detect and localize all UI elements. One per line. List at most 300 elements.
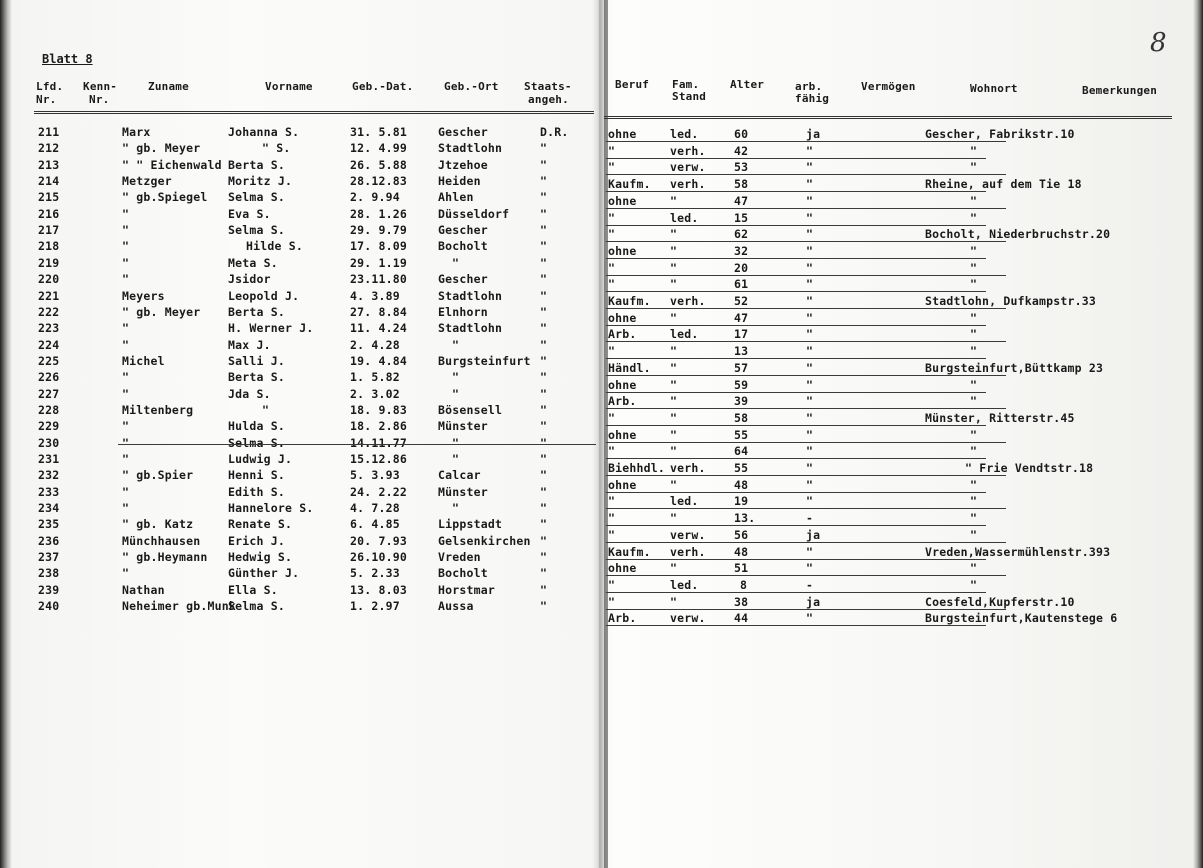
cell-nr: 239 <box>38 582 60 597</box>
cell-beruf: Arb. <box>608 327 637 342</box>
cell-dat: 23.11.80 <box>350 272 407 287</box>
row-rule <box>606 208 1006 209</box>
cell-fam: led. <box>670 210 699 225</box>
row-rule <box>606 508 1006 509</box>
cell-dat: 5. 2.33 <box>350 566 400 581</box>
cell-alter: 58 <box>734 410 749 425</box>
cell-beruf: ohne <box>608 193 637 208</box>
cell-dat: 18. 2.86 <box>350 419 407 434</box>
cell-nr: 227 <box>38 386 60 401</box>
cell-wohnort: Burgsteinfurt,Büttkamp 23 <box>925 360 1104 375</box>
cell-wohnort: " <box>970 193 978 208</box>
cell-zuname: " gb.Heymann <box>122 550 208 565</box>
cell-alter: 15 <box>734 210 749 225</box>
cell-dat: 17. 8.09 <box>350 239 407 254</box>
row-rule <box>606 141 1006 142</box>
cell-wohnort: Stadtlohn, Dufkampstr.33 <box>925 294 1096 308</box>
cell-wohnort: " <box>970 243 978 258</box>
cell-beruf: " <box>608 594 616 609</box>
cell-dat: 14.11.77 <box>350 435 407 450</box>
cell-vorname: Eva S. <box>228 206 271 221</box>
cell-beruf: Kaufm. <box>608 544 651 559</box>
cell-zuname: " <box>122 206 130 221</box>
cell-fam: led. <box>670 494 699 509</box>
cell-beruf: " <box>608 260 616 275</box>
cell-vorname: Selma S. <box>228 599 285 614</box>
cell-beruf: ohne <box>608 427 637 442</box>
cell-beruf: Arb. <box>608 611 637 626</box>
header-zuname: Zuname <box>148 80 189 93</box>
cell-wohnort: Burgsteinfurt,Kautenstege 6 <box>925 611 1118 626</box>
cell-fam: verh. <box>670 544 706 559</box>
cell-staat: " <box>540 550 548 565</box>
cell-nr: 214 <box>38 174 60 189</box>
cell-zuname: " <box>122 239 130 254</box>
cell-staat: " <box>540 484 548 499</box>
row-rule <box>606 408 1006 409</box>
cell-fam: " <box>670 344 678 359</box>
cell-dat: 29. 9.79 <box>350 223 407 238</box>
cell-vorname: Henni S. <box>228 468 285 483</box>
cell-dat: 20. 7.93 <box>350 533 407 548</box>
cell-alter: 56 <box>734 527 749 542</box>
cell-beruf: Arb. <box>608 394 637 409</box>
row-rule <box>606 308 1006 309</box>
cell-arb: ja <box>806 527 821 542</box>
cell-vorname: Berta S. <box>228 304 285 319</box>
row-rule <box>606 458 986 459</box>
cell-vorname: " S. <box>262 141 291 156</box>
cell-arb: " <box>806 427 814 442</box>
cell-staat: " <box>540 468 548 483</box>
cell-vorname: Max J. <box>228 337 271 352</box>
cell-ort: " <box>452 370 460 385</box>
cell-wohnort: " <box>970 277 978 292</box>
cell-dat: 28.12.83 <box>350 174 407 189</box>
cell-beruf: Kaufm. <box>608 177 651 192</box>
cell-beruf: " <box>608 527 616 542</box>
cell-fam: " <box>670 410 678 425</box>
cell-ort: Heiden <box>438 174 481 189</box>
cell-wohnort: Vreden,Wassermühlenstr.393 <box>925 544 1111 559</box>
cell-staat: " <box>540 353 548 368</box>
header-kenn-2: Nr. <box>89 93 110 106</box>
cell-ort: " <box>452 337 460 352</box>
cell-nr: 229 <box>38 419 60 434</box>
cell-alter: 53 <box>734 160 749 175</box>
cell-nr: 224 <box>38 337 60 352</box>
cell-beruf: ohne <box>608 310 637 325</box>
cell-staat: " <box>540 157 548 172</box>
cell-wohnort: " <box>970 210 978 225</box>
cell-beruf: ohne <box>608 127 637 141</box>
cell-beruf: " <box>608 143 616 158</box>
cell-vorname: Berta S. <box>228 157 285 172</box>
cell-nr: 223 <box>38 321 60 336</box>
cell-staat: " <box>540 304 548 319</box>
cell-fam: verw. <box>670 527 706 542</box>
cell-fam: led. <box>670 127 699 141</box>
cell-dat: 28. 1.26 <box>350 206 407 221</box>
cell-vorname: Jsidor <box>228 272 271 287</box>
cell-nr: 240 <box>38 599 60 614</box>
cell-staat: " <box>540 255 548 270</box>
cell-nr: 216 <box>38 206 60 221</box>
cell-vorname: Edith S. <box>228 484 285 499</box>
row-rule <box>606 392 986 393</box>
header-geb-dat: Geb.-Dat. <box>352 80 414 93</box>
cell-nr: 211 <box>38 125 60 139</box>
cell-staat: " <box>540 599 548 614</box>
cell-arb: " <box>806 544 814 559</box>
cell-staat: " <box>540 566 548 581</box>
cell-arb: " <box>806 327 814 342</box>
cell-nr: 231 <box>38 452 60 466</box>
cell-alter: 44 <box>734 611 749 626</box>
cell-dat: 2. 9.94 <box>350 190 400 205</box>
cell-vorname: Salli J. <box>228 353 285 368</box>
cell-ort: Ahlen <box>438 190 474 205</box>
cell-nr: 233 <box>38 484 60 499</box>
row-rule <box>606 492 986 493</box>
cell-wohnort: " <box>970 377 978 392</box>
row-rule <box>606 375 1006 376</box>
cell-staat: " <box>540 206 548 221</box>
cell-arb: " <box>806 611 814 626</box>
cell-arb: - <box>806 511 814 526</box>
row-rule <box>606 191 986 192</box>
cell-zuname: " gb. Katz <box>122 517 194 532</box>
row-rule <box>606 475 1006 476</box>
row-rule <box>606 525 986 526</box>
cell-fam: " <box>670 260 678 275</box>
sheet-title: Blatt 8 <box>42 52 93 66</box>
cell-ort: Stadtlohn <box>438 141 503 156</box>
row-rule <box>606 358 986 359</box>
cell-staat: " <box>540 533 548 548</box>
cell-wohnort: Bocholt, Niederbruchstr.20 <box>925 227 1111 242</box>
cell-staat: " <box>540 272 548 287</box>
cell-ort: Elnhorn <box>438 304 488 319</box>
cell-vorname: Leopold J. <box>228 288 300 303</box>
cell-arb: " <box>806 243 814 258</box>
cell-staat: " <box>540 386 548 401</box>
cell-dat: 27. 8.84 <box>350 304 407 319</box>
cell-alter: 61 <box>734 277 749 292</box>
cell-dat: 19. 4.84 <box>350 353 407 368</box>
cell-staat: " <box>540 288 548 303</box>
cell-vorname: Selma S. <box>228 190 285 205</box>
cell-alter: 32 <box>734 243 749 258</box>
cell-arb: - <box>806 577 814 592</box>
cell-vorname: Renate S. <box>228 517 293 532</box>
cell-zuname: " <box>122 370 130 385</box>
cell-vorname: Hedwig S. <box>228 550 293 565</box>
cell-ort: " <box>452 255 460 270</box>
cell-fam: " <box>670 310 678 325</box>
cell-vorname: H. Werner J. <box>228 321 314 336</box>
cell-beruf: " <box>608 277 616 292</box>
header-staat-2: angeh. <box>528 93 569 106</box>
cell-beruf: " <box>608 210 616 225</box>
cell-alter: 19 <box>734 494 749 509</box>
cell-dat: 31. 5.81 <box>350 125 407 139</box>
header-kenn-1: Kenn- <box>83 80 118 93</box>
cell-vorname: Günther J. <box>228 566 300 581</box>
cell-alter: 39 <box>734 394 749 409</box>
row-rule <box>606 592 986 593</box>
cell-fam: " <box>670 427 678 442</box>
cell-arb: " <box>806 444 814 459</box>
cell-zuname: " <box>122 337 130 352</box>
row-rule <box>606 241 1006 242</box>
cell-arb: " <box>806 377 814 392</box>
cell-wohnort: " <box>970 444 978 459</box>
cell-vorname: " <box>262 402 270 417</box>
cell-staat: " <box>540 190 548 205</box>
row-rule <box>606 575 1006 576</box>
cell-alter: 48 <box>734 477 749 492</box>
cell-zuname: Michel <box>122 353 165 368</box>
cell-wohnort: " <box>970 160 978 175</box>
cell-staat: " <box>540 239 548 254</box>
cell-wohnort: " <box>970 527 978 542</box>
cell-nr: 230 <box>38 435 60 450</box>
cell-zuname: Marx <box>122 125 151 139</box>
header-fam-1: Fam. <box>672 78 700 91</box>
cell-alter: 47 <box>734 310 749 325</box>
cell-nr: 222 <box>38 304 60 319</box>
row-rule <box>606 275 1006 276</box>
cell-fam: verh. <box>670 461 706 475</box>
header-rule-right <box>604 116 1172 119</box>
cell-vorname: Johanna S. <box>228 125 300 139</box>
cell-beruf: " <box>608 160 616 175</box>
row-rule <box>606 225 986 226</box>
cell-arb: " <box>806 344 814 359</box>
cell-wohnort: " <box>970 394 978 409</box>
cell-wohnort: " <box>970 260 978 275</box>
cell-fam: led. <box>670 327 699 342</box>
cell-zuname: " gb.Spiegel <box>122 190 208 205</box>
cell-nr: 234 <box>38 501 60 516</box>
cell-nr: 220 <box>38 272 60 287</box>
cell-arb: " <box>806 227 814 242</box>
cell-vorname: Hilde S. <box>246 239 303 254</box>
cell-dat: 2. 3.02 <box>350 386 400 401</box>
cell-vorname: Jda S. <box>228 386 271 401</box>
cell-alter: 20 <box>734 260 749 275</box>
cell-ort: Bösensell <box>438 402 503 417</box>
cell-ort: " <box>452 435 460 450</box>
cell-dat: 1. 5.82 <box>350 370 400 385</box>
cell-arb: " <box>806 561 814 576</box>
cell-ort: Aussa <box>438 599 474 614</box>
cell-staat: " <box>540 501 548 516</box>
cell-ort: Stadtlohn <box>438 288 503 303</box>
cell-nr: 228 <box>38 402 60 417</box>
cell-beruf: " <box>608 410 616 425</box>
cell-zuname: Metzger <box>122 174 172 189</box>
cell-alter: 60 <box>734 127 749 141</box>
cell-nr: 236 <box>38 533 60 548</box>
cell-beruf: " <box>608 227 616 242</box>
cell-dat: 18. 9.83 <box>350 402 407 417</box>
header-alter: Alter <box>730 78 765 91</box>
cell-nr: 215 <box>38 190 60 205</box>
header-lfd-2: Nr. <box>36 93 57 106</box>
cell-staat: D.R. <box>540 125 569 139</box>
cell-ort: Gescher <box>438 272 488 287</box>
cell-zuname: Münchhausen <box>122 533 201 548</box>
cell-alter: 38 <box>734 594 749 609</box>
cell-fam: verh. <box>670 143 706 158</box>
cell-staat: " <box>540 452 548 466</box>
cell-alter: 57 <box>734 360 749 375</box>
cell-ort: Lippstadt <box>438 517 503 532</box>
cell-fam: verw. <box>670 611 706 626</box>
cell-staat: " <box>540 517 548 532</box>
cell-arb: " <box>806 294 814 308</box>
cell-vorname: Meta S. <box>228 255 278 270</box>
cell-zuname: " <box>122 566 130 581</box>
cell-ort: Stadtlohn <box>438 321 503 336</box>
cell-nr: 235 <box>38 517 60 532</box>
cell-staat: " <box>540 223 548 238</box>
cell-zuname: " <box>122 272 130 287</box>
cell-arb: " <box>806 277 814 292</box>
cell-arb: " <box>806 494 814 509</box>
cell-ort: Calcar <box>438 468 481 483</box>
cell-fam: verh. <box>670 294 706 308</box>
cell-vorname: Selma S. <box>228 435 285 450</box>
cell-ort: Vreden <box>438 550 481 565</box>
cell-fam: " <box>670 394 678 409</box>
cell-staat: " <box>540 174 548 189</box>
cell-alter: 13 <box>734 344 749 359</box>
cell-ort: Gescher <box>438 223 488 238</box>
cell-alter: 8 <box>740 577 748 592</box>
cell-arb: " <box>806 394 814 409</box>
cell-dat: 1. 2.97 <box>350 599 400 614</box>
cell-ort: Bocholt <box>438 566 488 581</box>
row-rule <box>606 625 986 626</box>
cell-ort: Bocholt <box>438 239 488 254</box>
cell-arb: " <box>806 477 814 492</box>
cell-fam: verh. <box>670 177 706 192</box>
cell-ort: Gescher <box>438 125 488 139</box>
header-wohnort: Wohnort <box>970 82 1018 95</box>
cell-beruf: Biehhdl. <box>608 461 665 475</box>
cell-beruf: Kaufm. <box>608 294 651 308</box>
cell-vorname: Moritz J. <box>228 174 293 189</box>
cell-wohnort: " <box>970 511 978 526</box>
cell-nr: 232 <box>38 468 60 483</box>
cell-fam: " <box>670 227 678 242</box>
cell-ort: Münster <box>438 419 488 434</box>
row-rule <box>606 442 1006 443</box>
header-lfd-1: Lfd. <box>36 80 64 93</box>
cell-zuname: " gb.Spier <box>122 468 194 483</box>
header-fam-2: Stand <box>672 90 707 103</box>
cell-zuname: " <box>122 452 130 466</box>
cell-nr: 217 <box>38 223 60 238</box>
cell-zuname: " gb. Meyer <box>122 304 201 319</box>
header-arb-2: fähig <box>795 92 830 105</box>
row-rule <box>606 291 986 292</box>
cell-staat: " <box>540 435 548 450</box>
cell-vorname: Ella S. <box>228 582 278 597</box>
cell-fam: " <box>670 277 678 292</box>
header-arb-1: arb. <box>795 80 823 93</box>
cell-fam: " <box>670 243 678 258</box>
cell-vorname: Ludwig J. <box>228 452 293 466</box>
header-vermoegen: Vermögen <box>861 80 916 93</box>
cell-arb: " <box>806 160 814 175</box>
cell-dat: 11. 4.24 <box>350 321 407 336</box>
cell-beruf: ohne <box>608 477 637 492</box>
cell-nr: 218 <box>38 239 60 254</box>
cell-alter: 55 <box>734 461 749 475</box>
cell-alter: 55 <box>734 427 749 442</box>
cell-ort: " <box>452 452 460 466</box>
cell-beruf: ohne <box>608 243 637 258</box>
cell-dat: 26.10.90 <box>350 550 407 565</box>
cell-beruf: " <box>608 511 616 526</box>
cell-alter: 59 <box>734 377 749 392</box>
cell-ort: Burgsteinfurt <box>438 353 531 368</box>
cell-zuname: " <box>122 223 130 238</box>
cell-fam: " <box>670 193 678 208</box>
cell-dat: 2. 4.28 <box>350 337 400 352</box>
cell-wohnort: " <box>970 143 978 158</box>
cell-alter: 51 <box>734 561 749 576</box>
cell-fam: " <box>670 360 678 375</box>
cell-beruf: " <box>608 577 616 592</box>
cell-staat: " <box>540 402 548 417</box>
header-beruf: Beruf <box>615 78 650 91</box>
cell-arb: " <box>806 260 814 275</box>
cell-beruf: " <box>608 344 616 359</box>
cell-zuname: " <box>122 386 130 401</box>
cell-beruf: " <box>608 444 616 459</box>
cell-arb: ja <box>806 127 821 141</box>
cell-nr: 225 <box>38 353 60 368</box>
cell-staat: " <box>540 582 548 597</box>
cell-vorname: Hannelore S. <box>228 501 314 516</box>
strike-line <box>118 444 596 445</box>
cell-staat: " <box>540 419 548 434</box>
cell-alter: 58 <box>734 177 749 192</box>
cell-fam: " <box>670 444 678 459</box>
cell-wohnort: " <box>970 494 978 509</box>
cell-fam: " <box>670 561 678 576</box>
cell-nr: 213 <box>38 157 60 172</box>
cell-wohnort: Coesfeld,Kupferstr.10 <box>925 594 1075 609</box>
cell-zuname: " <box>122 321 130 336</box>
cell-zuname: Nathan <box>122 582 165 597</box>
cell-dat: 4. 3.89 <box>350 288 400 303</box>
cell-fam: " <box>670 377 678 392</box>
row-rule <box>606 609 1006 610</box>
cell-alter: 17 <box>734 327 749 342</box>
cell-ort: Düsseldorf <box>438 206 510 221</box>
cell-ort: Gelsenkirchen <box>438 533 531 548</box>
cell-vorname: Selma S. <box>228 223 285 238</box>
cell-zuname: Neheimer gb.Munk <box>122 599 236 614</box>
header-bemerkungen: Bemerkungen <box>1082 84 1158 97</box>
row-rule <box>606 325 986 326</box>
